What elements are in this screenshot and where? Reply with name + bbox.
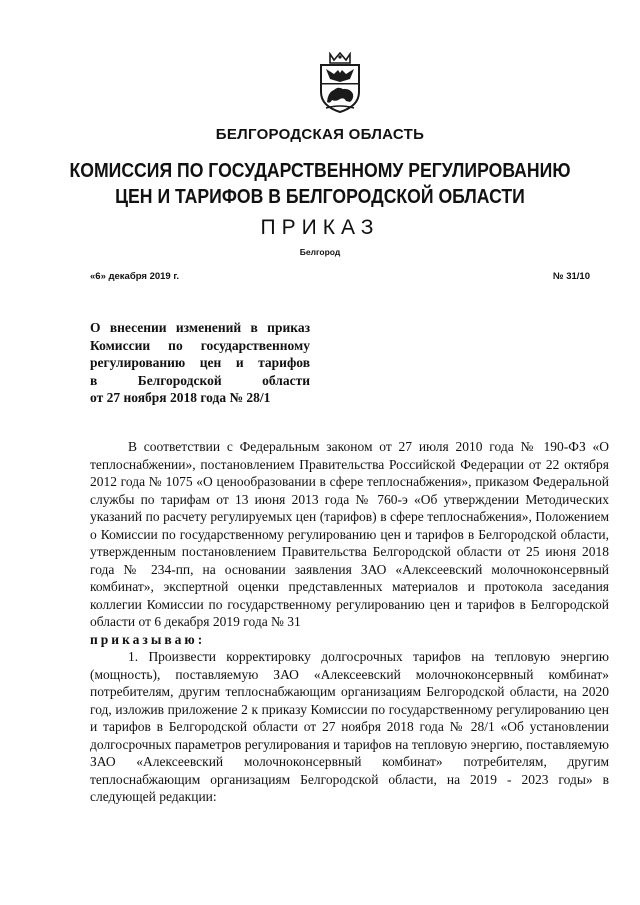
region-title: БЕЛГОРОДСКАЯ ОБЛАСТЬ [215, 126, 425, 143]
document-type: ПРИКАЗ [260, 216, 380, 239]
coat-of-arms-icon [312, 52, 368, 114]
subject-line: Комиссии по государственному [90, 337, 310, 353]
commission-title [45, 158, 595, 210]
order-number: № 31/10 [552, 271, 590, 282]
commission-title-line-2: ЦЕН И ТАРИФОВ В БЕЛГОРОДСКОЙ ОБЛАСТИ [115, 185, 525, 208]
commission-title-line-1: КОМИССИЯ ПО ГОСУДАРСТВЕННОМУ РЕГУЛИРОВАНИЮ [69, 159, 571, 182]
order-subject [90, 319, 310, 407]
subject-line: в Белгородской области [90, 372, 310, 388]
order-body [90, 438, 609, 806]
city: Белгород [299, 247, 341, 257]
decree-word: приказываю: [90, 631, 206, 647]
order-date: «6» декабря 2019 г. [90, 271, 179, 282]
preamble-paragraph: В соответствии с Федеральным законом от 27 июля 2010 года № 190-ФЗ «О теплоснабжении», постановлением Правительства Российской Федерации от 22 октября 2012 года № 1075 «О ценообразовании в сфере теплоснабжения», приказом Федеральной службы по тарифам от 13 июня 2013 года № 760-э «Об утверждении Методических указаний по расчету регулируемых цен (тарифов) в сфере теплоснабжения», Положением о Комиссии по государственному регулированию цен и тарифов в Белгородской области, утвержденным постановлением Правительства Белгородской области от 25 июня 2018 года № 234-пп, на основании заявления ЗАО «Алексеевский молочноконсервный комбинат», экспертной оценки представленных материалов и протокола заседания коллегии Комиссии по государственному регулированию цен и тарифов в Белгородской области от 6 декабря 2019 года № 31 [90, 439, 609, 629]
subject-line: от 27 ноября 2018 года № 28/1 [90, 390, 271, 405]
item-1-paragraph: 1. Произвести корректировку долгосрочных тарифов на тепловую энергию (мощность), поставляемую ЗАО «Алексеевский молочноконсервный комбинат» потребителям, другим теплоснабжающим организациям Белгородской области, на 2020 год, изложив приложение 2 к приказу Комиссии по государственному регулированию цен и тарифов в Белгородской области от 27 ноября 2018 года № 28/1 «Об установлении долгосрочных параметров регулирования и тарифов на тепловую энергию, поставляемую ЗАО «Алексеевский молочноконсервный комбинат» потребителям, другим теплоснабжающим организациям Белгородской области, на 2019 - 2023 годы» в следующей редакции: [90, 649, 609, 804]
subject-line: О внесении изменений в приказ [90, 320, 310, 335]
subject-line: регулированию цен и тарифов [90, 355, 310, 370]
